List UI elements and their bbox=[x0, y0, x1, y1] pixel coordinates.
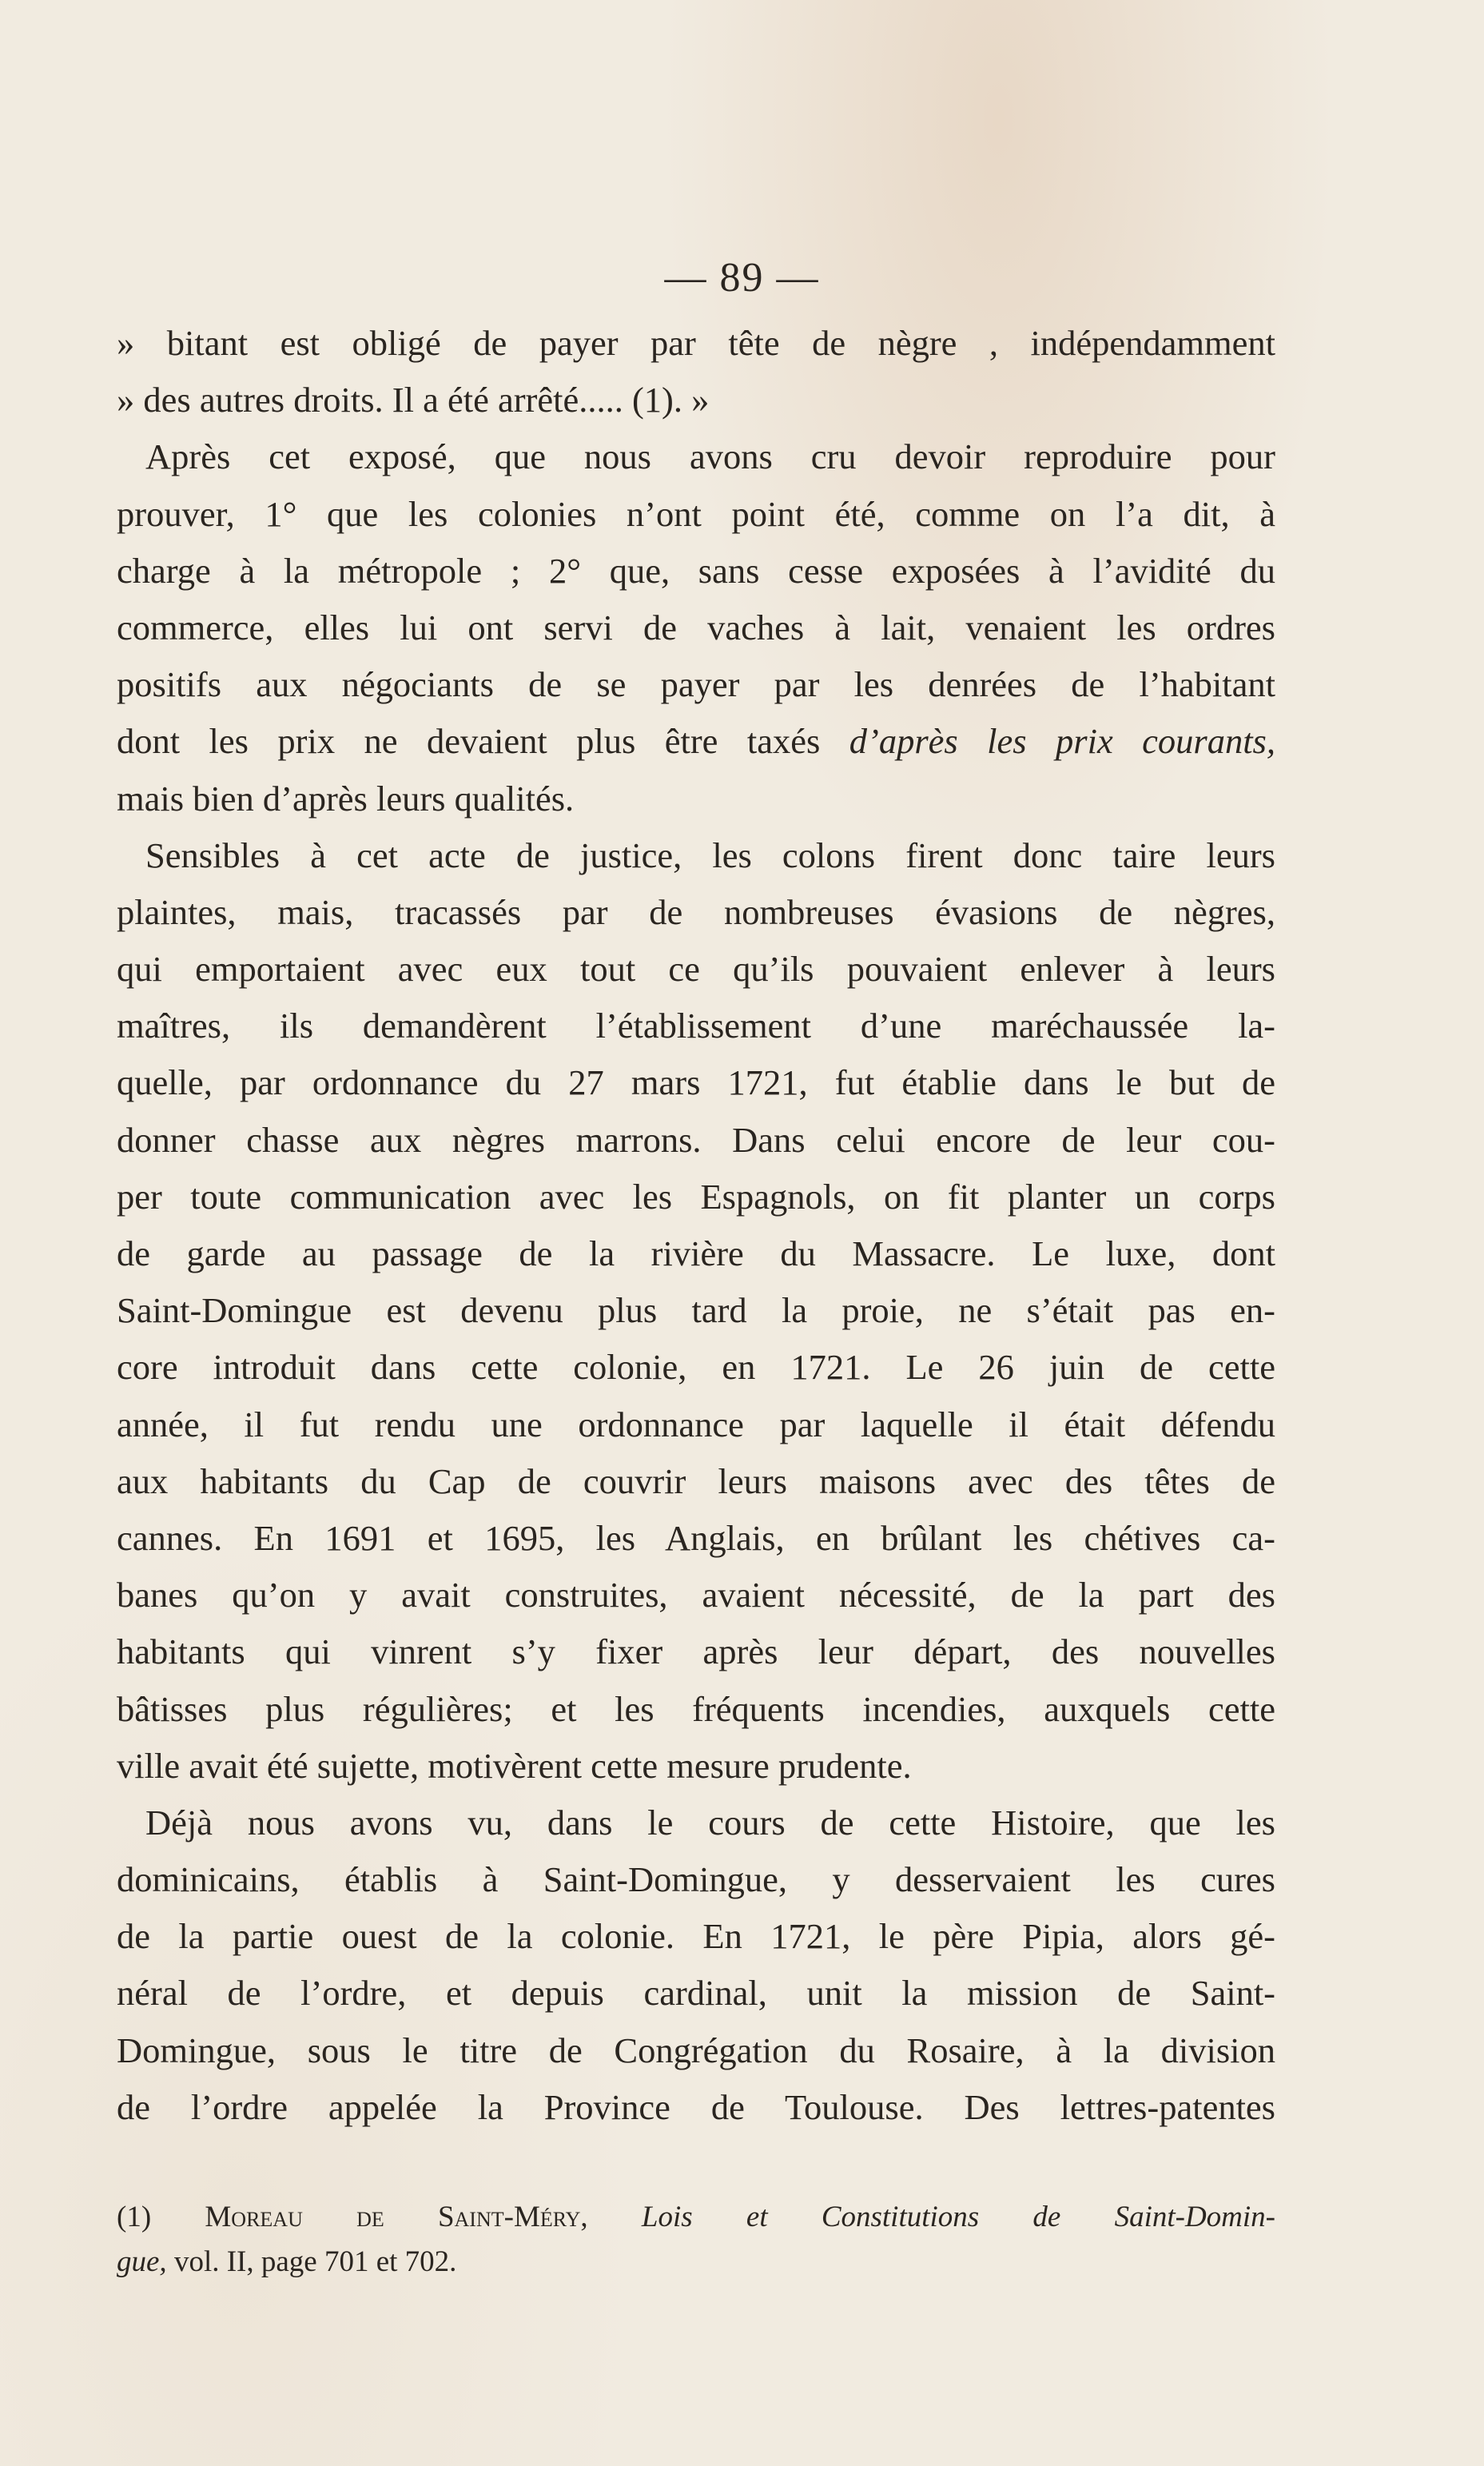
text-line: bâtisses plus régulières; et les fréquents incendies, auxquels cette bbox=[117, 1688, 1275, 1729]
footnote-line bbox=[117, 2240, 1275, 2285]
text-line: positifs aux négociants de se payer par les denrées de l’habitant bbox=[117, 664, 1275, 705]
footnote-marker: (1) bbox=[117, 2201, 152, 2233]
text-line: année, il fut rendu une ordonnance par laquelle il était défendu bbox=[117, 1404, 1275, 1444]
footnote-reference: vol. II, page 701 et 702. bbox=[173, 2245, 457, 2278]
text-line: Saint-Domingue est devenu plus tard la proie, ne s’était pas en- bbox=[117, 1290, 1275, 1331]
text-line: prouver, 1° que les colonies n’ont point été, comme on l’a dit, à bbox=[117, 493, 1275, 534]
text-line: quelle, par ordonnance du 27 mars 1721, fut établie dans le but de bbox=[117, 1062, 1275, 1103]
text-line: néral de l’ordre, et depuis cardinal, unit la mission de Saint- bbox=[117, 1973, 1275, 2014]
text-line: qui emportaient avec eux tout ce qu’ils pouvaient enlever à leurs bbox=[117, 949, 1275, 990]
paragraph-start-line: Après cet exposé, que nous avons cru devoir reproduire pour bbox=[145, 436, 1275, 477]
text-line: maîtres, ils demandèrent l’établissement d’une maréchaussée la- bbox=[117, 1006, 1275, 1046]
text-line: donner chasse aux nègres marrons. Dans celui encore de leur cou- bbox=[117, 1119, 1275, 1160]
footnote-line bbox=[117, 2195, 1275, 2240]
text-line: ville avait été sujette, motivèrent cette mesure prudente. bbox=[117, 1745, 912, 1786]
text-line: charge à la métropole ; 2° que, sans cesse exposées à l’avidité du bbox=[117, 550, 1275, 591]
text-line: dominicains, établis à Saint-Domingue, y desservaient les cures bbox=[117, 1859, 1275, 1900]
footnote bbox=[117, 2195, 1275, 2285]
text-line: Domingue, sous le titre de Congrégation du Rosaire, à la division bbox=[117, 2030, 1275, 2070]
text-line: habitants qui vinrent s’y fixer après leur départ, des nouvelles bbox=[117, 1631, 1275, 1672]
text-line: de l’ordre appelée la Province de Toulouse. Des lettres-patentes bbox=[117, 2086, 1275, 2127]
text-line: plaintes, mais, tracassés par de nombreuses évasions de nègres, bbox=[117, 891, 1275, 932]
text-line: cannes. En 1691 et 1695, les Anglais, en brûlant les chétives ca- bbox=[117, 1517, 1275, 1558]
text-line: per toute communication avec les Espagnols, on fit planter un corps bbox=[117, 1176, 1275, 1217]
text-line: banes qu’on y avait construites, avaient nécessité, de la part des bbox=[117, 1575, 1275, 1615]
paragraph-start-line: Sensibles à cet acte de justice, les colons firent donc taire leurs bbox=[145, 835, 1275, 875]
text-line: mais bien d’après leurs qualités. bbox=[117, 778, 575, 819]
text-line: de garde au passage de la rivière du Massacre. Le luxe, dont bbox=[117, 1233, 1275, 1273]
body-text bbox=[117, 315, 1275, 2136]
page-number: — 89 — bbox=[664, 255, 820, 301]
text-fragment: dont les prix ne devaient plus être taxés bbox=[117, 721, 821, 762]
footnote-author: Moreau de Saint-Méry, bbox=[205, 2201, 588, 2233]
text-line: » des autres droits. Il a été arrêté..... (1). » bbox=[117, 380, 710, 420]
text-line: de la partie ouest de la colonie. En 1721, le père Pipia, alors gé- bbox=[117, 1916, 1275, 1957]
footnote-title: Lois et Constitutions de Saint-Domin- bbox=[641, 2201, 1275, 2233]
text-line-with-italic bbox=[117, 713, 1275, 770]
paragraph-start-line: Déjà nous avons vu, dans le cours de cette Histoire, que les bbox=[145, 1802, 1275, 1843]
italic-phrase: d’après les prix courants, bbox=[849, 721, 1275, 762]
text-line: aux habitants du Cap de couvrir leurs maisons avec des têtes de bbox=[117, 1460, 1275, 1501]
text-line: » bitant est obligé de payer par tête de nègre , indépendamment bbox=[117, 323, 1275, 363]
footnote-title-end: gue, bbox=[117, 2245, 167, 2278]
text-line: core introduit dans cette colonie, en 1721. Le 26 juin de cette bbox=[117, 1347, 1275, 1388]
text-line: commerce, elles lui ont servi de vaches à lait, venaient les ordres bbox=[117, 607, 1275, 647]
